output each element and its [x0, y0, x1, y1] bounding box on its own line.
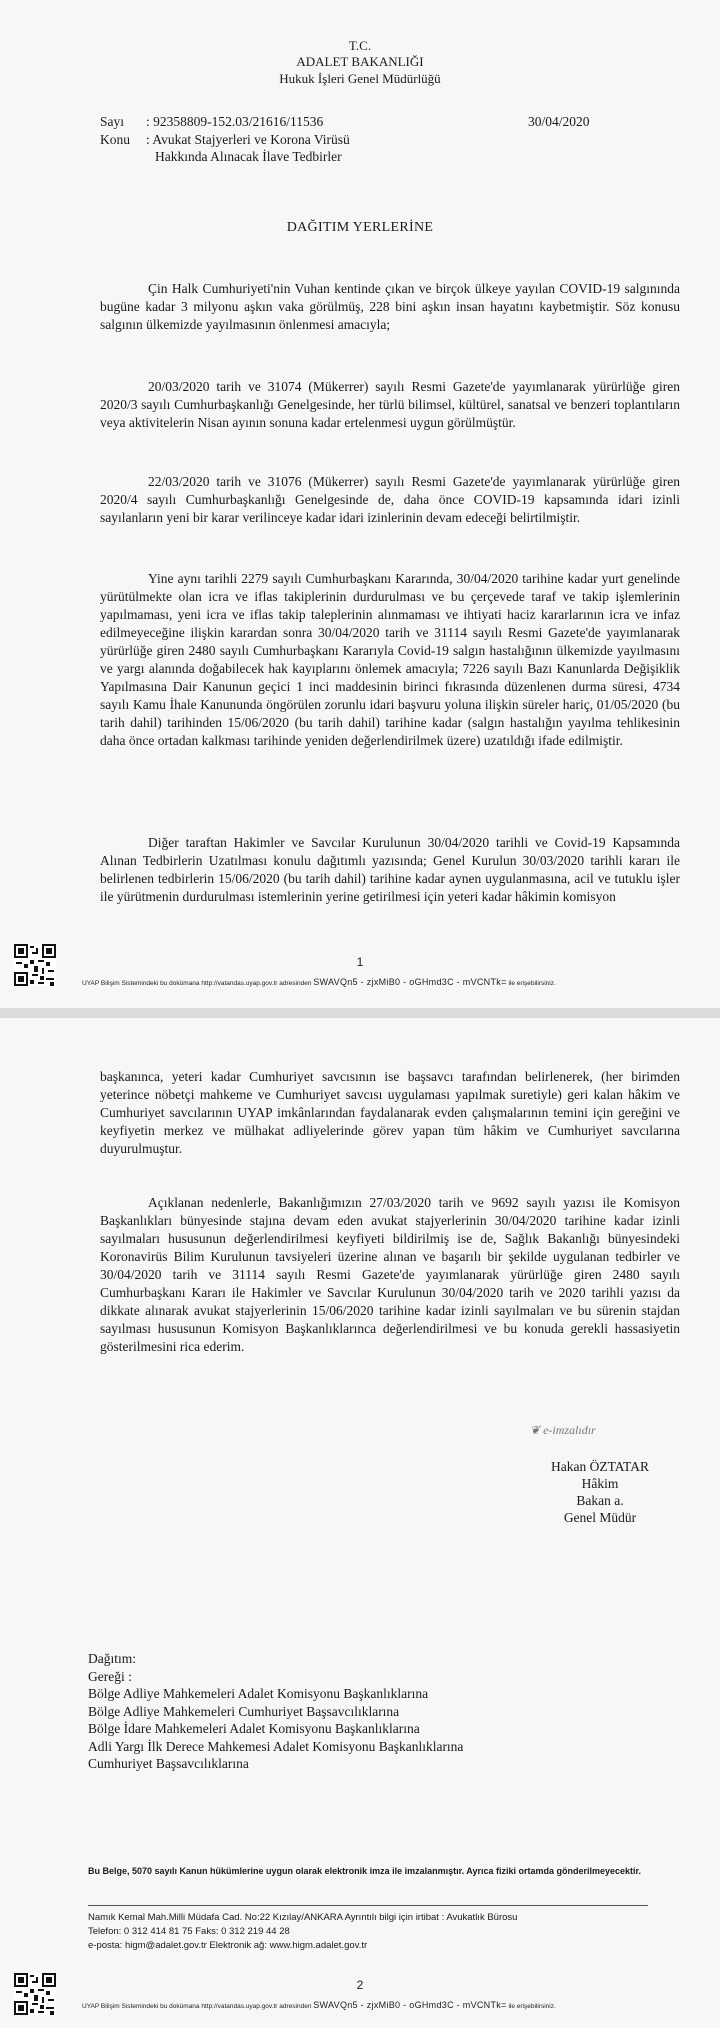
- contact-email: e-posta: higm@adalet.gov.tr Elektronik ağ: www.higm.adalet.gov.tr: [88, 1940, 368, 1951]
- paragraph: 22/03/2020 tarih ve 31076 (Mükerrer) sayılı Resmi Gazete'de yayımlanarak yürürlüğe giren 2020/4 sayılı Cumhurbaşkanlığı Genelgesinde de, daha önce COVID-19 kapsamında idari izinli sayılanların yeni bir karar verilinceye kadar idari izinlerinin devam edeceği belirtilmiştir.: [100, 474, 680, 525]
- verification-code: SWAVQn5 - zjxMiB0 - oGHmd3C - mVCNTk=: [313, 2000, 507, 2010]
- contact-address: Namık Kemal Mah.Milli Müdafa Cad. No:22 Kızılay/ANKARA Ayrıntılı bilgi için irtibat : Avukatlık Bürosu: [88, 1912, 518, 1923]
- paragraph: başkanınca, yeteri kadar Cumhuriyet savcısının ise başsavcı tarafından belirlenerek, (her birimden yeterince nöbetçi mahkeme ve Cumhuriyet savcısı uygulaması yapılmak suretiyle) geri kalan hâkim ve Cumhuriyet savcılarının UYAP imkânlarından faydalanarak evden çalışmalarının temini için gereğini ve keyfiyetin merkez ve mülhakat adliyelerinde görev yapan tüm hâkim ve Cumhuriyet savcılarına duyurulmuştur.: [100, 1069, 680, 1156]
- divider: [88, 1905, 648, 1906]
- footer-verification: UYAP Bilişim Sistemindeki bu dokümana http://vatandas.uyap.gov.tr adresinden SWAVQn5 - zjxMiB0 - oGHmd3C - mVCNTk= ile erişebilirsiniz.: [82, 2000, 556, 2010]
- signer-title: Bakan a.: [576, 1493, 624, 1508]
- signature-icon: ❦: [530, 1423, 541, 1437]
- header-tc: T.C.: [348, 38, 372, 53]
- paragraph: Açıklanan nedenlerle, Bakanlığımızın 27/03/2020 tarih ve 9692 sayılı yazısı ile Komisyon Başkanlıkları bünyesinde stajına devam eden avukat stajyerlerinin 30/04/2020 tarihine kadar izinli sayılmaları hususunun değerlendirilmesi keyfiyeti bildirilmiş ise de, Sağlık Bakanlığı bünyesindeki Koronavirüs Bilim Kurulunun tavsiyeleri üzerine alınan ve başarılı bir şekilde uygulanan tedbirler ve 30/04/2020 tarih ve 31114 sayılı Resmi Gazete'de yayımlanarak yürürlüğe giren 2480 sayılı Cumhurbaşkanı Kararı ile Hakimler ve Savcılar Kurulunun 30/04/2020 tarih ve 2020 tarihli yazısı da dikkate alınarak avukat stajyerlerinin 15/06/2020 tarihine kadar izinli sayılmaları ve bu sürenin stajdan sayılması hususunun Komisyon Başkanlıklarınca değerlendirilmesi ve bu konuda gerekli hassasiyetin gösterilmesini rica ederim.: [100, 1195, 680, 1354]
- recipient-heading: DAĞITIM YERLERİNE: [286, 220, 434, 235]
- distribution-list: [88, 1650, 688, 1773]
- signer-title: Hâkim: [581, 1476, 619, 1491]
- document-page-1: [0, 0, 720, 1008]
- header-ministry: ADALET BAKANLIĞI: [296, 54, 424, 69]
- distribution-item: Bölge Adliye Mahkemeleri Adalet Komisyonu Başkanlıklarına: [88, 1686, 429, 1701]
- konu-label: Konu: [100, 132, 130, 147]
- footer-verification: UYAP Bilişim Sistemindeki bu dokümana http://vatandas.uyap.gov.tr adresinden SWAVQn5 - zjxMiB0 - oGHmd3C - mVCNTk= ile erişebilirsiniz.: [82, 977, 556, 987]
- distribution-sublabel: Gereği :: [88, 1668, 132, 1684]
- paragraph: Diğer taraftan Hakimler ve Savcılar Kurulunun 30/04/2020 tarihli ve Covid-19 Kapsamında Alınan Tedbirlerin Uzatılması konulu dağıtımlı yazısında; Genel Kurulun 30/03/2020 tarihli kararı ile belirlenen tedbirlerin 15/06/2020 (bu tarih dahil) tarihine kadar aynen uygulanmasına, acil ve tutuklu işler ile yürütmenin durdurulması istemlerinin yerine getirilmesi için yeteri kadar hâkimin komisyon: [100, 835, 680, 904]
- distribution-label: Dağıtım:: [88, 1651, 136, 1666]
- sayi-label: Sayı: [100, 114, 125, 129]
- distribution-item: Bölge İdare Mahkemeleri Adalet Komisyonu Başkanlıklarına: [88, 1721, 420, 1736]
- paragraph: Çin Halk Cumhuriyeti'nin Vuhan kentinde çıkan ve birçok ülkeye yayılan COVID-19 salgınında bugüne kadar 3 milyonu aşkın vaka görülmüş, 228 bini aşkın insan hayatını kaybetmiştir. Söz konusu salgının ülkemizde yayılmasının önlenmesi amacıyla;: [100, 281, 680, 332]
- paragraph: Yine aynı tarihli 2279 sayılı Cumhurbaşkanı Kararında, 30/04/2020 tarihine kadar yurt genelinde yürütülmekte olan icra ve iflas takiplerinin durdurulması ve bu çerçevede taraf ve takip işlemlerinin yapılmaması, yeni icra ve iflas takip taleplerinin alınmaması ve ihtiyati haciz kararlarının icra ve infaz edilmeyeceğine ilişkin karardan sonra 30/04/2020 tarih ve 31114 sayılı Resmi Gazete'de yayımlanarak yürürlüğe giren 2480 sayılı Cumhurbaşkanı Kararıyla Covid-19 salgın hastalığının ülkemizde yayılmasını ve yargı alanında doğabilecek hak kayıplarını önlemek amacıyla; 7226 sayılı Bazı Kanunlarda Değişiklik Yapılmasına Dair Kanunun geçici 1 inci maddesinin birinci fıkrasında düzenlenen durma süresi, 4734 sayılı Kamu İhale Kanununda öngörülen zorunlu idari başvuru yoluna ilişkin süreler hariç, 01/05/2020 (bu tarih dahil) tarihinden 15/06/2020 (bu tarih dahil) tarihine kadar (salgın hastalığın yayılma tehlikesinin daha önce ortadan kalkması tarihinde yeniden değerlendirilmek üzere) uzatıldığı ifade edilmiştir.: [100, 571, 680, 748]
- e-signature-notice: Bu Belge, 5070 sayılı Kanun hükümlerine uygun olarak elektronik imza ile imzalanmıştır. Ayrıca fiziki ortamda gönderilmeyecektir.: [88, 1866, 642, 1876]
- distribution-item: Bölge Adliye Mahkemeleri Cumhuriyet Başsavcılıklarına: [88, 1703, 400, 1719]
- konu-line-1: : Avukat Stajyerleri ve Korona Virüsü: [146, 132, 350, 147]
- signer-title: Genel Müdür: [563, 1510, 637, 1525]
- page-number: 1: [356, 955, 364, 969]
- contact-phone: Telefon: 0 312 414 81 75 Faks: 0 312 219 44 28: [88, 1926, 290, 1937]
- page-separator: [0, 1008, 720, 1018]
- konu-line-2: Hakkında Alınacak İlave Tedbirler: [155, 149, 342, 164]
- e-signature-stamp: ❦ e-imzalıdır: [530, 1423, 596, 1437]
- sayi-value: : 92358809-152.03/21616/11536: [146, 114, 324, 129]
- distribution-item: Cumhuriyet Başsavcılıklarına: [88, 1756, 249, 1771]
- signature-block: [520, 1458, 680, 1526]
- document-date: 30/04/2020: [528, 114, 590, 129]
- verification-code: SWAVQn5 - zjxMiB0 - oGHmd3C - mVCNTk=: [313, 977, 507, 987]
- page-number: 2: [356, 1978, 364, 1992]
- distribution-item: Adli Yargı İlk Derece Mahkemesi Adalet Komisyonu Başkanlıklarına: [88, 1738, 464, 1754]
- header-directorate: Hukuk İşleri Genel Müdürlüğü: [279, 71, 441, 86]
- signer-name: Hakan ÖZTATAR: [551, 1459, 649, 1474]
- contact-info: [88, 1911, 648, 1953]
- document-page-2: [0, 1018, 720, 2028]
- paragraph: 20/03/2020 tarih ve 31074 (Mükerrer) sayılı Resmi Gazete'de yayımlanarak yürürlüğe giren 2020/3 sayılı Cumhurbaşkanlığı Genelgesinde, her türlü bilimsel, kültürel, sanatsal ve benzeri toplantıların veya aktivitelerin Nisan ayının sonuna kadar ertelenmesi uygun görülmüştür.: [100, 379, 680, 430]
